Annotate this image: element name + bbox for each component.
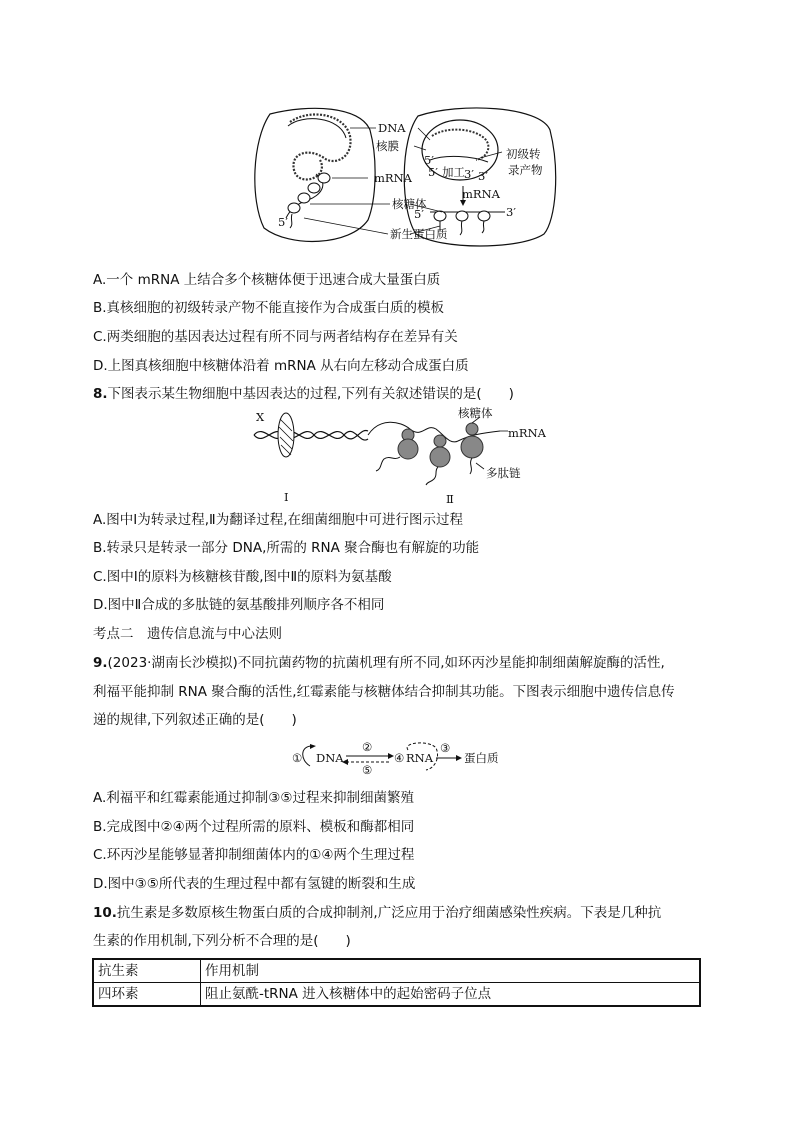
diagram-protein: 蛋白质 xyxy=(464,751,499,765)
q8-stem-text: 下图表示某生物细胞中基因表达的过程,下列有关叙述错误的是( ) xyxy=(107,386,514,402)
q7-option-a[interactable]: A.一个 mRNA 上结合多个核糖体便于迅速合成大量蛋白质 xyxy=(93,272,441,288)
q10-stem-line-1 xyxy=(93,903,661,923)
diagram-circled-3: ③ xyxy=(440,741,451,755)
label-3prime-b: 3′ xyxy=(478,169,488,183)
q9-option-a[interactable]: A.利福平和红霉素能通过抑制③⑤过程来抑制细菌繁殖 xyxy=(93,790,414,806)
label-ribosome: 核糖体 xyxy=(392,197,427,211)
q9-option-d[interactable]: D.图中③⑤所代表的生理过程中都有氢键的断裂和生成 xyxy=(93,876,416,892)
diagram-rna: RNA xyxy=(406,751,434,765)
label-processing: 加工 xyxy=(442,165,465,179)
label-primary-transcript-1: 初级转 xyxy=(506,147,541,161)
q8-option-d[interactable]: D.图中Ⅱ合成的多肽链的氨基酸排列顺序各不相同 xyxy=(93,597,385,613)
q9-option-b[interactable]: B.完成图中②④两个过程所需的原料、模板和酶都相同 xyxy=(93,819,415,835)
prokaryote-ribosomes xyxy=(288,173,330,213)
label-mrna-q8: mRNA xyxy=(508,426,546,440)
diagram-circled-1: ① xyxy=(292,751,303,765)
diagram-circled-5: ⑤ xyxy=(362,763,373,776)
section-heading: 考点二 遗传信息流与中心法则 xyxy=(93,626,282,642)
q9-stem-line-1 xyxy=(93,653,665,673)
q10-stem-text-1: 抗生素是多数原核生物蛋白质的合成抑制剂,广泛应用于治疗细菌感染性疾病。下表是几种抗 xyxy=(116,905,662,921)
label-5prime-c: 5′ xyxy=(414,207,424,221)
q7-option-c[interactable]: C.两类细胞的基因表达过程有所不同与两者结构存在差异有关 xyxy=(93,329,458,345)
label-5prime-d: 5′ xyxy=(278,215,288,229)
q7-option-d[interactable]: D.上图真核细胞中核糖体沿着 mRNA 从右向左移动合成蛋白质 xyxy=(93,358,469,374)
q10-stem-line-2: 生素的作用机制,下列分析不合理的是( ) xyxy=(93,933,351,949)
label-x: X xyxy=(256,410,265,424)
label-5prime-b: 5′ xyxy=(428,165,438,179)
label-5prime-a: 5′ xyxy=(424,153,434,167)
label-polypeptide: 多肽链 xyxy=(486,466,521,480)
q9-stem-line-3: 递的规律,下列叙述正确的是( ) xyxy=(93,712,297,728)
central-dogma-diagram xyxy=(290,740,510,776)
table-header-row xyxy=(93,959,700,983)
label-3prime-c: 3′ xyxy=(506,205,516,219)
diagram-circled-2: ② xyxy=(362,740,373,754)
q10-number: 10. xyxy=(93,905,117,921)
prokaryote-dna xyxy=(290,114,351,179)
table-cell-mechanism: 阻止氨酰-tRNA 进入核糖体中的起始密码子位点 xyxy=(201,983,701,1007)
q9-number: 9. xyxy=(93,655,108,671)
q9-stem-line-2: 利福平能抑制 RNA 聚合酶的活性,红霉素能与核糖体结合抑制其功能。下图表示细胞中遗传信息传 xyxy=(93,684,675,700)
label-mrna-right: mRNA xyxy=(462,187,500,201)
table-row xyxy=(93,983,700,1007)
label-new-protein: 新生蛋白质 xyxy=(390,227,448,241)
q7-option-b[interactable]: B.真核细胞的初级转录产物不能直接作为合成蛋白质的模板 xyxy=(93,300,445,316)
label-roman-2: Ⅱ xyxy=(446,492,454,505)
label-ribosome-q8: 核糖体 xyxy=(458,406,493,420)
translation-figure xyxy=(250,405,550,505)
ribosomes xyxy=(398,423,483,467)
gene-expression-figure xyxy=(250,100,560,250)
q8-stem xyxy=(93,384,514,404)
table-header-mechanism: 作用机制 xyxy=(201,959,701,983)
q8-option-c[interactable]: C.图中Ⅰ的原料为核糖核苷酸,图中Ⅱ的原料为氨基酸 xyxy=(93,569,392,585)
table-header-antibiotic: 抗生素 xyxy=(93,959,201,983)
label-dna: DNA xyxy=(378,121,406,135)
label-3prime-a: 3′ xyxy=(464,167,474,181)
antibiotic-table xyxy=(92,958,701,1007)
label-mrna-left: mRNA xyxy=(374,171,412,185)
q8-option-a[interactable]: A.图中Ⅰ为转录过程,Ⅱ为翻译过程,在细菌细胞中可进行图示过程 xyxy=(93,512,463,528)
table-cell-antibiotic: 四环素 xyxy=(93,983,201,1007)
diagram-circled-4: ④ xyxy=(394,751,405,765)
q8-option-b[interactable]: B.转录只是转录一部分 DNA,所需的 RNA 聚合酶也有解旋的功能 xyxy=(93,540,480,556)
eukaryote-ribosomes xyxy=(434,211,490,221)
q9-option-c[interactable]: C.环丙沙星能够显著抑制细菌体内的①④两个生理过程 xyxy=(93,847,415,863)
diagram-dna: DNA xyxy=(316,751,344,765)
q9-stem-text-1: (2023·湖南长沙模拟)不同抗菌药物的抗菌机理有所不同,如环丙沙星能抑制细菌解旋酶的活性, xyxy=(107,655,665,671)
q8-number: 8. xyxy=(93,386,108,402)
label-roman-1: Ⅰ xyxy=(284,490,289,504)
label-primary-transcript-2: 录产物 xyxy=(508,163,543,177)
label-nuclear-membrane: 核膜 xyxy=(376,139,399,153)
